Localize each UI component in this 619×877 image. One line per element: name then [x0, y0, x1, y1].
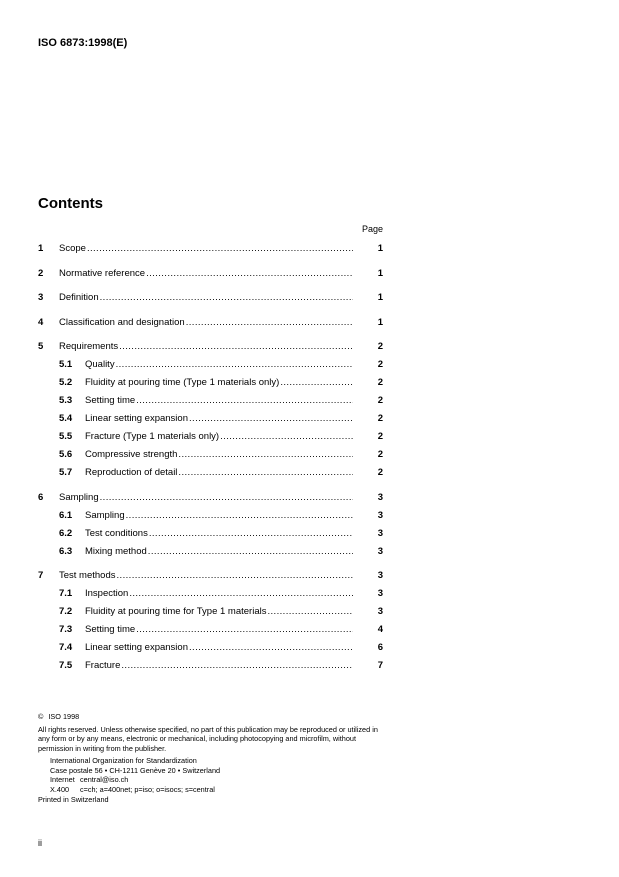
toc-page: 2 [377, 467, 383, 478]
printed-in: Printed in Switzerland [38, 795, 109, 804]
toc-number: 5.4 [59, 413, 73, 424]
toc-subentry[interactable] [38, 525, 383, 543]
toc-leader [146, 265, 353, 283]
x400-label: X.400 [50, 784, 70, 794]
toc-number: 7.2 [59, 606, 73, 617]
toc-title: Scope [59, 243, 86, 254]
toc-title: Linear setting expansion [85, 642, 188, 653]
toc-page: 6 [377, 642, 383, 653]
copyright-year: ISO 1998 [48, 712, 80, 721]
toc-leader [121, 657, 353, 675]
toc-title: Reproduction of detail [85, 467, 178, 478]
toc-page: 1 [377, 292, 383, 303]
toc-page: 1 [377, 243, 383, 254]
toc-leader [136, 621, 353, 639]
toc-title: Linear setting expansion [85, 413, 188, 424]
toc-leader [189, 639, 353, 657]
contents-title: Contents [38, 195, 103, 212]
toc-page: 3 [377, 570, 383, 581]
toc-subentry[interactable] [38, 603, 383, 621]
org-name: International Organization for Standardization [50, 756, 197, 765]
toc-page: 4 [377, 624, 383, 635]
x400-value: c=ch; a=400net; p=iso; o=isocs; s=central [80, 784, 215, 794]
toc-subentry[interactable] [38, 464, 383, 482]
toc-page: 1 [377, 267, 383, 279]
toc-number: 5.2 [59, 377, 73, 388]
toc-page: 3 [377, 545, 383, 557]
toc-page: 3 [377, 527, 383, 539]
toc-leader [136, 392, 353, 410]
toc-title: Requirements [59, 341, 119, 352]
toc-leader [100, 489, 353, 507]
copyright-block [38, 712, 386, 805]
toc-title: Mixing method [85, 545, 147, 557]
toc-subentry[interactable] [38, 585, 383, 603]
toc-title: Sampling [59, 491, 99, 503]
toc-leader [178, 446, 353, 464]
toc-number: 3 [38, 292, 44, 303]
toc-subentry[interactable] [38, 446, 383, 464]
toc-entry[interactable] [38, 240, 383, 258]
toc-title: Sampling [85, 509, 125, 521]
toc-number: 7.3 [59, 624, 73, 635]
toc-subentry[interactable] [38, 392, 383, 410]
toc-subentry[interactable] [38, 410, 383, 428]
toc-subentry[interactable] [38, 428, 383, 446]
internet-value[interactable]: central@iso.ch [80, 775, 129, 784]
toc-title: Fracture [85, 660, 121, 671]
toc-number: 2 [38, 267, 44, 279]
internet-label: Internet [50, 775, 75, 784]
toc-number: 5.7 [59, 467, 73, 478]
org-address: Case postale 56 • CH-1211 Genève 20 • Switzerland [50, 765, 221, 775]
toc-title: Definition [59, 292, 99, 303]
toc-page: 2 [377, 413, 383, 424]
toc-page: 2 [377, 341, 383, 352]
toc-number: 7.1 [59, 588, 73, 599]
toc-entry[interactable] [38, 289, 383, 307]
toc-number: 5.5 [59, 431, 73, 442]
toc-page: 3 [377, 606, 383, 617]
toc-leader [119, 338, 353, 356]
table-of-contents [38, 240, 383, 675]
toc-subentry[interactable] [38, 543, 383, 561]
toc-entry[interactable] [38, 567, 383, 585]
toc-title: Classification and designation [59, 316, 185, 328]
x400-line [50, 785, 386, 795]
toc-title: Fluidity at pouring time for Type 1 materials [85, 606, 267, 617]
toc-number: 4 [38, 316, 44, 328]
toc-title: Setting time [85, 624, 136, 635]
toc-leader [220, 428, 353, 446]
toc-leader [149, 525, 353, 543]
toc-title: Setting time [85, 395, 136, 406]
toc-page: 3 [377, 588, 383, 599]
toc-title: Inspection [85, 588, 129, 599]
toc-leader [280, 374, 353, 392]
toc-entry[interactable] [38, 314, 383, 332]
toc-page: 7 [377, 660, 383, 671]
toc-number: 6.1 [59, 509, 73, 521]
toc-entry[interactable] [38, 338, 383, 356]
toc-page: 2 [377, 377, 383, 388]
toc-title: Test methods [59, 570, 116, 581]
toc-number: 5.6 [59, 449, 73, 460]
toc-title: Quality [85, 359, 115, 370]
toc-leader [148, 543, 353, 561]
document-id: ISO 6873:1998(E) [38, 37, 128, 49]
internet-line [50, 775, 386, 785]
toc-number: 1 [38, 243, 44, 254]
toc-leader [117, 567, 354, 585]
toc-subentry[interactable] [38, 657, 383, 675]
toc-leader [116, 356, 353, 374]
toc-leader [126, 507, 353, 525]
toc-title: Normative reference [59, 267, 146, 279]
toc-number: 5.1 [59, 359, 73, 370]
toc-number: 6.3 [59, 545, 73, 557]
toc-subentry[interactable] [38, 639, 383, 657]
copyright-line [38, 712, 386, 722]
toc-title: Compressive strength [85, 449, 178, 460]
toc-number: 6.2 [59, 527, 73, 539]
copyright-symbol: © [38, 712, 44, 721]
toc-number: 5 [38, 341, 44, 352]
toc-number: 5.3 [59, 395, 73, 406]
toc-leader [100, 289, 353, 307]
toc-page: 2 [377, 431, 383, 442]
toc-leader [129, 585, 353, 603]
toc-leader [189, 410, 353, 428]
toc-page: 3 [377, 509, 383, 521]
toc-page: 2 [377, 359, 383, 370]
toc-leader [186, 314, 353, 332]
toc-title: Fracture (Type 1 materials only) [85, 431, 220, 442]
toc-subentry[interactable] [38, 621, 383, 639]
toc-entry[interactable] [38, 265, 383, 283]
rights-statement: All rights reserved. Unless otherwise specified, no part of this publication may be reproduced or utilized in any form or by any means, electronic or mechanical, including photocopying and microfilm, without permission in writing from the publisher. [38, 724, 378, 753]
toc-number: 7.5 [59, 660, 73, 671]
toc-title: Fluidity at pouring time (Type 1 materials only) [85, 377, 280, 388]
toc-page: 3 [377, 491, 383, 503]
toc-subentry[interactable] [38, 374, 383, 392]
toc-leader [178, 464, 353, 482]
toc-subentry[interactable] [38, 507, 383, 525]
page-column-label: Page [361, 224, 383, 234]
toc-page: 2 [377, 449, 383, 460]
toc-title: Test conditions [85, 527, 148, 539]
toc-page: 1 [377, 316, 383, 328]
toc-entry[interactable] [38, 489, 383, 507]
toc-leader [267, 603, 353, 621]
toc-number: 7.4 [59, 642, 73, 653]
toc-page: 2 [377, 395, 383, 406]
toc-leader [87, 240, 353, 258]
toc-number: 7 [38, 570, 44, 581]
toc-number: 6 [38, 491, 44, 503]
page-number: ii [38, 838, 42, 848]
toc-subentry[interactable] [38, 356, 383, 374]
